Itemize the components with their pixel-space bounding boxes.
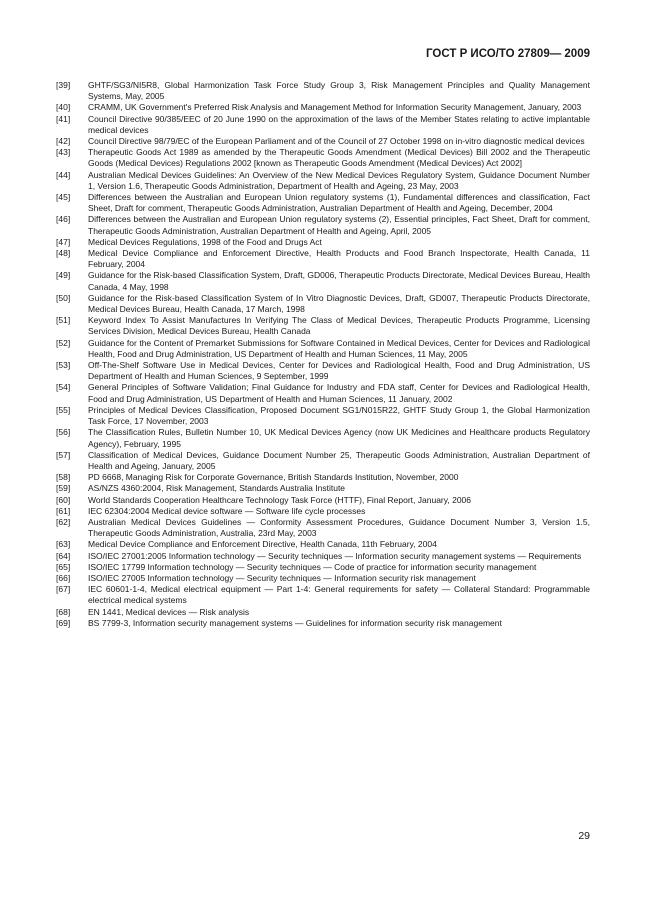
reference-number: [67] [56,584,71,595]
reference-number: [63] [56,539,71,550]
reference-number: [40] [56,102,71,113]
reference-item [56,607,590,618]
reference-text: ISO/IEC 17799 Information technology — Security techniques — Code of practice for information security management [88,561,537,572]
reference-number: [58] [56,472,71,483]
reference-number: [50] [56,292,71,303]
reference-text: Medical Device Compliance and Enforcement Directive, Health Products and Food Branch Inspectorate, Health Canada, 11 February, 2004 [88,248,590,270]
reference-item [56,450,590,472]
reference-text: ISO/IEC 27001:2005 Information technology — Security techniques — Information security management systems — Requirements [88,550,582,561]
reference-item [56,170,590,192]
reference-item [56,237,590,248]
reference-number: [60] [56,494,71,505]
reference-text: EN 1441, Medical devices — Risk analysis [88,606,250,617]
reference-number: [44] [56,169,71,180]
reference-text: GHTF/SG3/NI5R8, Global Harmonization Task Force Study Group 3, Risk Management Principles and Quality Management Systems, May, 2005 [88,80,590,102]
reference-item [56,382,590,404]
reference-item [56,405,590,427]
reference-item [56,551,590,562]
reference-number: [51] [56,315,71,326]
reference-text: BS 7799-3, Information security management systems — Guidelines for information security risk management [88,617,502,628]
reference-number: [48] [56,248,71,259]
reference-text: Council Directive 98/79/EC of the European Parliament and of the Council of 27 October 1998 on in-vitro diagnostic medical devices [88,136,585,147]
reference-item [56,114,590,136]
reference-number: [56] [56,427,71,438]
reference-number: [62] [56,516,71,527]
reference-text: IEC 60601-1-4, Medical electrical equipment — Part 1-4: General requirements for safety — Collateral Standard: Programmable electrical medical systems [88,584,590,606]
reference-item [56,270,590,292]
reference-item [56,495,590,506]
reference-number: [52] [56,337,71,348]
reference-number: [59] [56,483,71,494]
reference-text: Guidance for the Risk-based Classification System, Draft, GD006, Therapeutic Products Directorate, Medical Devices Bureau, Health Canada, 4 May, 1998 [88,270,590,292]
reference-number: [65] [56,561,71,572]
reference-item [56,147,590,169]
reference-text: PD 6668, Managing Risk for Corporate Governance, British Standards Institution, November, 2000 [88,472,459,483]
reference-text: Differences between the Australian and European Union regulatory systems (1), Fundamental differences and classification, Fact Sheet, Draft for comment, Therapeutic Goods Administration, Australian Department of Health and Ageing, December, 2004 [88,192,590,214]
reference-item [56,618,590,629]
reference-number: [42] [56,136,71,147]
reference-number: [45] [56,192,71,203]
reference-list [56,80,590,629]
reference-number: [55] [56,404,71,415]
reference-item [56,539,590,550]
reference-item [56,80,590,102]
reference-item [56,483,590,494]
reference-number: [61] [56,505,71,516]
reference-item [56,338,590,360]
reference-item [56,584,590,606]
reference-number: [69] [56,617,71,628]
reference-item [56,214,590,236]
reference-text: Council Directive 90/385/EEC of 20 June 1990 on the approximation of the laws of the Member States relating to active implantable medical devices [88,113,590,135]
reference-text: AS/NZS 4360:2004, Risk Management, Standards Australia Institute [88,483,346,494]
reference-item [56,427,590,449]
reference-number: [47] [56,236,71,247]
reference-number: [43] [56,147,71,158]
reference-text: Keyword Index To Assist Manufactures In Verifying The Class of Medical Devices, Therapeutic Products Programme, Licensing Services Division, Medical Devices Bureau, Health Canada [88,315,590,337]
reference-number: [46] [56,214,71,225]
reference-number: [49] [56,270,71,281]
reference-item [56,573,590,584]
reference-number: [66] [56,572,71,583]
reference-item [56,248,590,270]
reference-text: Guidance for the Content of Premarket Submissions for Software Contained in Medical Devices, Center for Devices and Radiological Health, Food and Drug Administration, US Department of Health and Human Sciences, 11 May, 2005 [88,337,590,359]
reference-number: [41] [56,113,71,124]
reference-number: [64] [56,550,71,561]
reference-item [56,360,590,382]
reference-item [56,517,590,539]
reference-text: Australian Medical Devices Guidelines: An Overview of the New Medical Devices Regulatory System, Guidance Document Number 1, Version 1.6, Therapeutic Goods Administration, Department of Health and Ageing, 23 May, 2003 [88,169,590,191]
reference-item [56,562,590,573]
reference-text: Therapeutic Goods Act 1989 as amended by the Therapeutic Goods Amendment (Medical Devices) Bill 2002 and the Therapeutic Goods (Medical Devices) Regulations 2002 [known as Therapeutic Goods Amendment (Medical Devices) Act 2002] [88,147,590,169]
reference-text: Differences between the Australian and European Union regulatory systems (2), Essential principles, Fact Sheet, Draft for comment, Therapeutic Goods Administration, Australian Department of Health and Ageing, April, 2005 [88,214,590,236]
reference-number: [57] [56,449,71,460]
reference-text: Medical Device Compliance and Enforcement Directive, Health Canada, 11th February, 2004 [88,539,437,550]
reference-text: Australian Medical Devices Guidelines — Conformity Assessment Procedures, Guidance Document Number 3, Version 1.5, Therapeutic Goods Administration, Australia, 23rd May, 2003 [88,516,590,539]
reference-item [56,192,590,214]
reference-text: Classification of Medical Devices, Guidance Document Number 25, Therapeutic Goods Administration, Australian Department of Health and Ageing, January, 2005 [88,449,590,471]
reference-number: [68] [56,606,71,617]
page-number: 29 [578,830,590,842]
reference-text: CRAMM, UK Government's Preferred Risk Analysis and Management Method for Information Security Management, January, 2003 [88,102,582,113]
reference-item [56,102,590,113]
reference-number: [53] [56,360,71,371]
reference-text: Principles of Medical Devices Classification, Proposed Document SG1/N015R22, GHTF Study Group 1, the Global Harmonization Task Force, 17 November, 2003 [88,404,590,427]
reference-text: General Principles of Software Validation; Final Guidance for Industry and FDA staff, Center for Devices and Radiological Health, Food and Drug Administration, US Department of Health and Human Sciences, 11 January, 2002 [88,382,590,404]
reference-text: IEC 62304:2004 Medical device software — Software life cycle processes [88,505,366,516]
reference-number: [39] [56,80,71,90]
reference-text: Medical Devices Regulations, 1998 of the Food and Drugs Act [88,236,322,247]
reference-item [56,293,590,315]
reference-text: The Classification Rules, Bulletin Number 10, UK Medical Devices Agency (now UK Medicines and Healthcare products Regulatory Agency), February, 1995 [88,427,590,449]
document-header: ГОСТ Р ИСО/ТО 27809— 2009 [426,48,590,60]
reference-text: ISO/IEC 27005 Information technology — Security techniques — Information security risk management [88,572,476,583]
reference-text: Guidance for the Risk-based Classification System of In Vitro Diagnostic Devices, Draft, GD007, Therapeutic Products Directorate, Medical Devices Bureau, Health Canada, 17 March, 1998 [88,292,590,315]
reference-item [56,472,590,483]
reference-text: World Standards Cooperation Healthcare Technology Task Force (HTTF), Final Report, January, 2006 [88,494,471,505]
reference-number: [54] [56,382,71,393]
reference-item [56,506,590,517]
reference-item [56,136,590,147]
reference-item [56,315,590,337]
reference-text: Off-The-Shelf Software Use in Medical Devices, Center for Devices and Radiological Health, Food and Drug Administration, US Department of Health and Human Sciences, 9 September, 1999 [88,360,590,382]
